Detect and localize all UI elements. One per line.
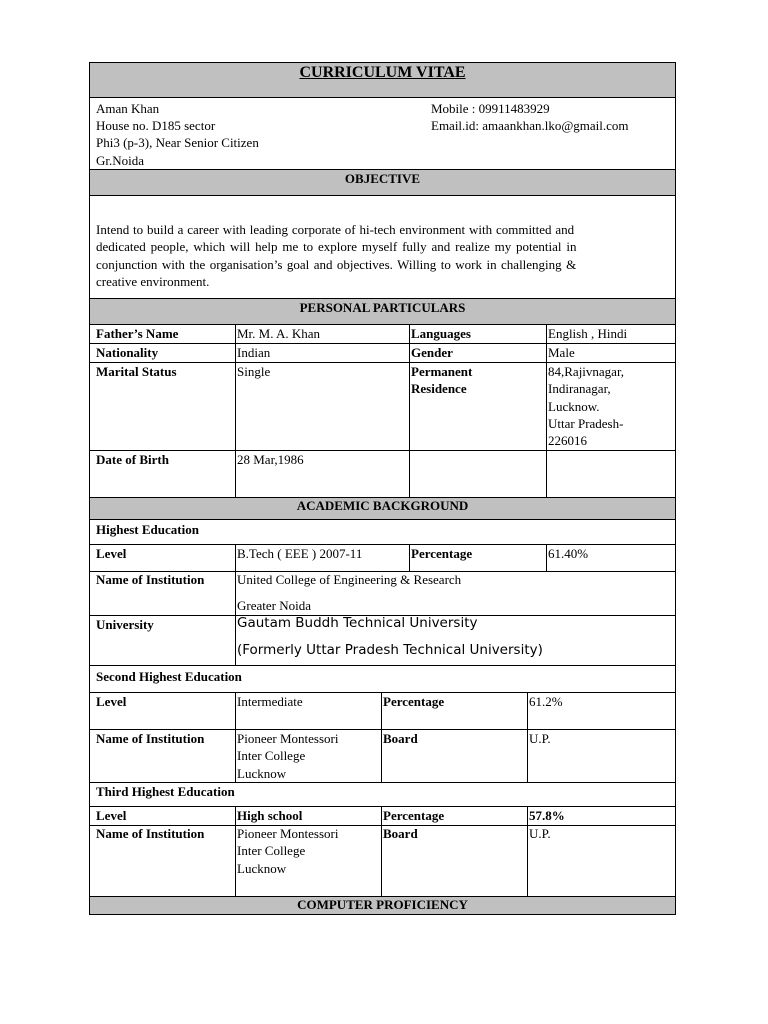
contact-address-line-1: House no. D185 sector [96, 118, 216, 133]
objective-line-4: creative environment. [96, 274, 210, 289]
personal-header [89, 298, 676, 325]
highest-institution-line-1: United College of Engineering & Research [237, 572, 462, 587]
dob-value: 28 Mar,1986 [237, 452, 304, 467]
nationality-value: Indian [237, 345, 271, 360]
computer-header [89, 896, 676, 915]
contact-email: Email.id: amaankhan.lko@gmail.com [431, 118, 629, 133]
highest-education-heading: Highest Education [96, 522, 199, 537]
objective-line-2: dedicated people, which will help me to explore myself fully and realize my potential in [96, 239, 577, 254]
third-education-heading: Third Highest Education [96, 784, 235, 799]
contact-address-line-3: Gr.Noida [96, 153, 145, 168]
contact-address-line-2: Phi3 (p-3), Near Senior Citizen [96, 135, 259, 150]
objective-heading: OBJECTIVE [344, 171, 421, 186]
marital-status-label: Marital Status [96, 364, 177, 379]
residence-line-3: Lucknow. [548, 399, 600, 414]
second-institution-line-3: Lucknow [237, 766, 287, 781]
residence-line-2: Indiranagar, [548, 381, 611, 396]
objective-header [89, 169, 676, 196]
highest-percentage-label: Percentage [411, 546, 473, 561]
second-education-heading: Second Highest Education [96, 669, 242, 684]
personal-heading: PERSONAL PARTICULARS [299, 300, 466, 315]
gender-label: Gender [411, 345, 453, 360]
languages-label: Languages [411, 326, 471, 341]
contact-name: Aman Khan [96, 101, 160, 116]
dob-label: Date of Birth [96, 452, 169, 467]
third-board-label: Board [383, 826, 418, 841]
third-percentage-label: Percentage [383, 808, 445, 823]
highest-level-label: Level [96, 546, 127, 561]
gender-value: Male [548, 345, 575, 360]
languages-value: English , Hindi [548, 326, 628, 341]
objective-line-3: conjunction with the organisation’s goal and objectives. Willing to work in challenging & [96, 257, 577, 272]
university-line-1: Gautam Buddh Technical University [237, 615, 478, 631]
second-percentage-value: 61.2% [529, 694, 563, 709]
second-institution-label: Name of Institution [96, 731, 205, 746]
personal-row-nationality [89, 343, 676, 363]
second-institution-line-2: Inter College [237, 748, 306, 763]
academic-header [89, 497, 676, 520]
university-line-2: (Formerly Uttar Pradesh Technical University) [237, 642, 543, 658]
third-level-value: High school [237, 808, 303, 823]
residence-line-5: 226016 [548, 433, 587, 448]
fathers-name-label: Father’s Name [96, 326, 179, 341]
third-institution-line-2: Inter College [237, 843, 306, 858]
cv-title: CURRICULUM VITAE [299, 64, 466, 81]
objective-line-1: Intend to build a career with leading corporate of hi-tech environment with committed and [96, 222, 575, 237]
second-level-value: Intermediate [237, 694, 303, 709]
residence-label-line-1: Permanent [411, 364, 473, 379]
academic-heading: ACADEMIC BACKGROUND [296, 498, 469, 513]
highest-level-value: B.Tech ( EEE ) 2007-11 [237, 546, 363, 561]
third-board-value: U.P. [529, 826, 551, 841]
second-percentage-label: Percentage [383, 694, 445, 709]
contact-mobile: Mobile : 09911483929 [431, 101, 550, 116]
personal-row-dob [89, 450, 676, 498]
third-level-label: Level [96, 808, 127, 823]
third-institution-line-1: Pioneer Montessori [237, 826, 339, 841]
third-percentage-value: 57.8% [529, 808, 565, 823]
third-institution-label: Name of Institution [96, 826, 205, 841]
residence-line-4: Uttar Pradesh- [548, 416, 624, 431]
highest-institution-line-2: Greater Noida [237, 598, 311, 613]
marital-status-value: Single [237, 364, 271, 379]
second-level-label: Level [96, 694, 127, 709]
computer-heading: COMPUTER PROFICIENCY [297, 897, 468, 912]
second-institution-line-1: Pioneer Montessori [237, 731, 339, 746]
nationality-label: Nationality [96, 345, 159, 360]
highest-institution-label: Name of Institution [96, 572, 205, 587]
second-board-value: U.P. [529, 731, 551, 746]
university-label: University [96, 617, 154, 632]
residence-line-1: 84,Rajivnagar, [548, 364, 625, 379]
third-institution-line-3: Lucknow [237, 861, 287, 876]
second-board-label: Board [383, 731, 418, 746]
residence-label-line-2: Residence [411, 381, 467, 396]
fathers-name-value: Mr. M. A. Khan [237, 326, 321, 341]
highest-percentage-value: 61.40% [548, 546, 589, 561]
